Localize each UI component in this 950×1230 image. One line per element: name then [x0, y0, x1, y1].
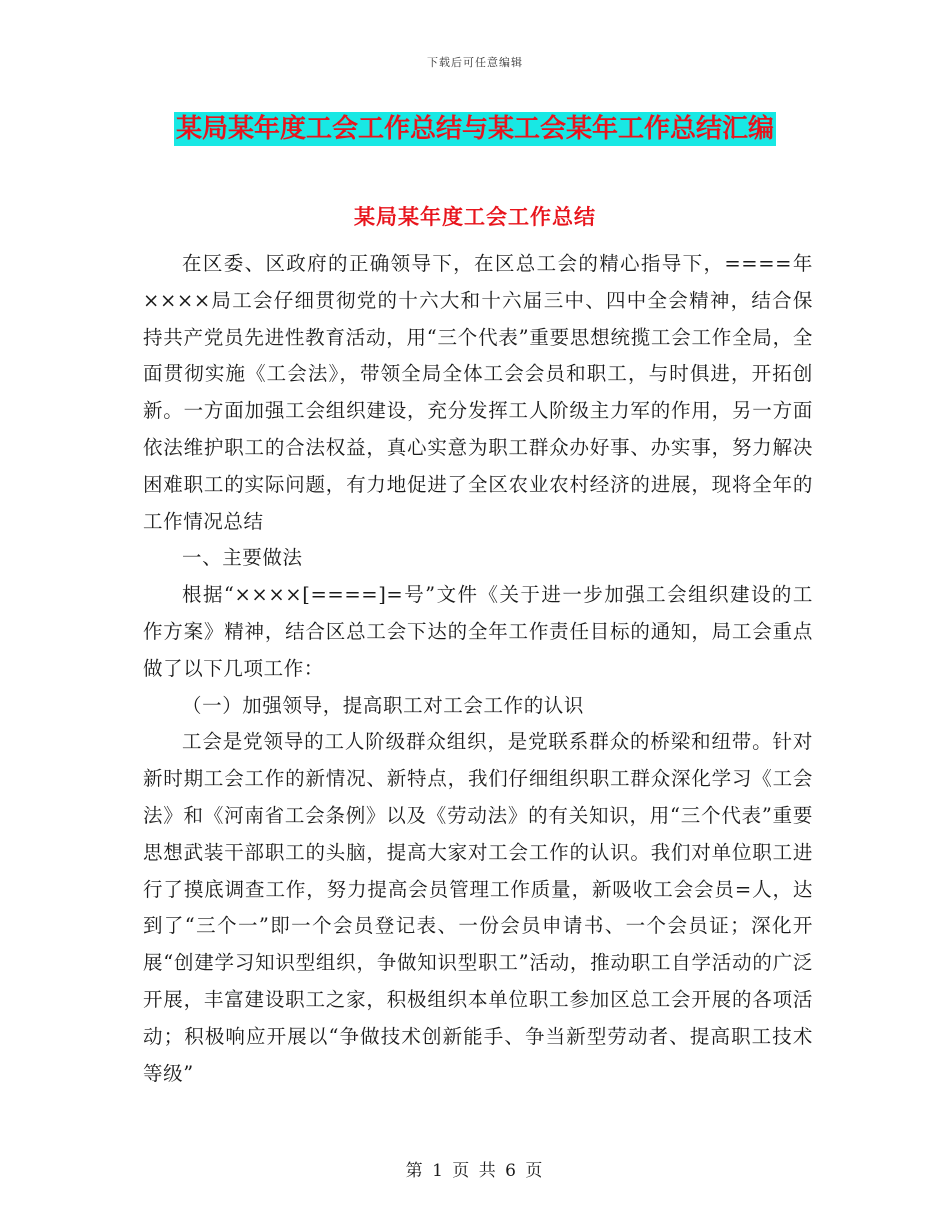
document-title: 某局某年度工会工作总结与某工会某年工作总结汇编 [175, 114, 774, 144]
paragraph-union-work: 工会是党领导的工人阶级群众组织，是党联系群众的桥梁和纽带。针对新时期工会工作的新情况、新特点，我们仔细组织职工群众深化学习《工会法》和《河南省工会条例》以及《劳动法》的有关知识，用“三个代表”重要思想武装干部职工的头脑，提高大家对工会工作的认识。我们对单位职工进行了摸底调查工作，努力提高会员管理工作质量，新吸收工会会员=人，达到了“三个一”即一个会员登记表、一份会员申请书、一个会员证；深化开展“创建学习知识型组织，争做知识型职工”活动，推动职工自学活动的广泛开展，丰富建设职工之家，积极组织本单位职工参加区总工会开展的各项活动；积极响应开展以“争做技术创新能手、争当新型劳动者、提高职工技术等级” [143, 730, 813, 1085]
subheading-strengthen-leadership: （一）加强领导，提高职工对工会工作的认识 [182, 693, 585, 717]
document-title-container [0, 112, 950, 146]
paragraph-intro: 在区委、区政府的正确领导下，在区总工会的精心指导下，====年××××局工会仔细贯彻党的十六大和十六届三中、四中全会精神，结合保持共产党员先进性教育活动，用“三个代表”重要思想统揽工会工作全局，全面贯彻实施《工会法》，带领全局全体工会会员和职工，与时俱进，开拓创新。一方面加强工会组织建设，充分发挥工人阶级主力军的作用，另一方面依法维护职工的合法权益，真心实意为职工群众办好事、办实事，努力解决困难职工的实际问题，有力地促进了全区农业农村经济的进展，现将全年的工作情况总结 [143, 252, 813, 533]
page-footer: 第 1 页 共 6 页 [405, 1161, 545, 1181]
document-body [143, 246, 813, 1092]
page-header: 下载后可任意编辑 [427, 56, 523, 69]
heading-main-practices: 一、主要做法 [182, 546, 303, 570]
paragraph-basis: 根据“××××[====]=号”文件《关于进一步加强工会组织建设的工作方案》精神，结合区总工会下达的全年工作责任目标的通知，局工会重点做了以下几项工作： [143, 583, 813, 680]
section-title: 某局某年度工会工作总结 [354, 204, 596, 229]
